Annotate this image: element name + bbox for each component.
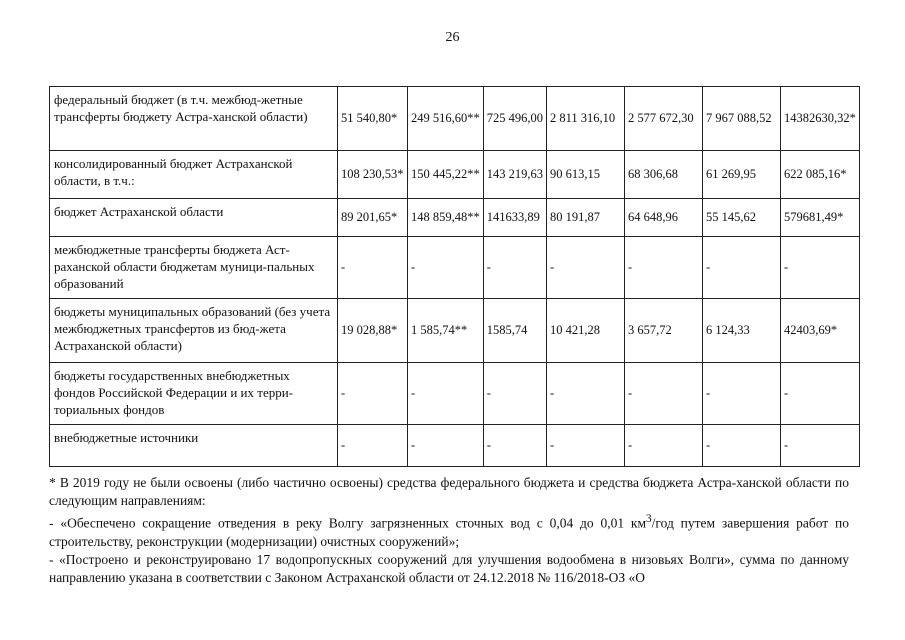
table-cell: 108 230,53* [338, 151, 408, 199]
footnote-paragraph: * В 2019 году не были освоены (либо частично освоены) средства федерального бюджета и средства бюджета Астра-ханской области по следующим направлениям: [49, 475, 849, 508]
table-row [50, 425, 860, 467]
table-row [50, 87, 860, 151]
table-cell: 89 201,65* [338, 199, 408, 237]
table-cell: - [338, 425, 408, 467]
table-cell: - [483, 425, 546, 467]
table-cell: 14382630,32* [781, 87, 860, 151]
table-row [50, 237, 860, 299]
table-cell: - [483, 237, 546, 299]
table-cell: - [625, 363, 703, 425]
table-cell: 80 191,87 [547, 199, 625, 237]
table-cell: - [703, 363, 781, 425]
table-cell: 1 585,74** [408, 299, 484, 363]
table-cell: - [781, 237, 860, 299]
table-cell: - [625, 425, 703, 467]
table-row [50, 299, 860, 363]
table-cell: - [625, 237, 703, 299]
table-cell: 1585,74 [483, 299, 546, 363]
table-cell: - [781, 363, 860, 425]
table-cell: - [547, 237, 625, 299]
footnote-text: /год путем завершения работ по строительству, реконструкции (модернизации) очистных сооружений»; [49, 515, 849, 549]
table-cell: 42403,69* [781, 299, 860, 363]
table-cell: 2 577 672,30 [625, 87, 703, 151]
table-row [50, 151, 860, 199]
row-label: межбюджетные трансферты бюджета Аст-раханской области бюджетам муници-пальных образований [50, 237, 338, 299]
page-number: 26 [445, 30, 460, 45]
table-cell: - [547, 363, 625, 425]
table-cell: 2 811 316,10 [547, 87, 625, 151]
table-cell: 61 269,95 [703, 151, 781, 199]
table-row [50, 363, 860, 425]
table-row [50, 199, 860, 237]
table-cell: 19 028,88* [338, 299, 408, 363]
footnote-text: - «Обеспечено сокращение отведения в реку Волгу загрязненных сточных вод с 0,04 до 0,01 км [49, 515, 647, 531]
row-label: внебюджетные источники [50, 425, 338, 467]
row-label: бюджеты муниципальных образований (без учета межбюджетных трансфертов из бюд-жета Астраханской области) [50, 299, 338, 363]
table-cell: 90 613,15 [547, 151, 625, 199]
table-cell: 7 967 088,52 [703, 87, 781, 151]
superscript: 3 [646, 513, 652, 525]
table-cell: 141633,89 [483, 199, 546, 237]
table-cell: 51 540,80* [338, 87, 408, 151]
footnote-paragraph: - «Построено и реконструировано 17 водопропускных сооружений для улучшения водообмена в низовьях Волги», сумма по данному направлению указана в соответствии с Законом Астраханской области от 24.12.2018 № 116/2018-ОЗ «О [49, 551, 849, 585]
table-cell: - [703, 237, 781, 299]
budget-table [49, 86, 860, 467]
table-cell: 143 219,63 [483, 151, 546, 199]
table-cell: 579681,49* [781, 199, 860, 237]
table-cell: 249 516,60** [408, 87, 484, 151]
table-cell: 148 859,48** [408, 199, 484, 237]
footnote [49, 474, 849, 587]
table-cell: 10 421,28 [547, 299, 625, 363]
table-cell: 150 445,22** [408, 151, 484, 199]
table-cell: 622 085,16* [781, 151, 860, 199]
row-label: федеральный бюджет (в т.ч. межбюд-жетные трансферты бюджету Астра-ханской области) [50, 87, 338, 151]
table-cell: 64 648,96 [625, 199, 703, 237]
table-cell: 725 496,00 [483, 87, 546, 151]
table-cell: 3 657,72 [625, 299, 703, 363]
table-cell: - [781, 425, 860, 467]
table-cell: 55 145,62 [703, 199, 781, 237]
table-cell: - [547, 425, 625, 467]
row-label: бюджеты государственных внебюджетных фондов Российской Федерации и их терри-ториальных фондов [50, 363, 338, 425]
table-cell: - [408, 237, 484, 299]
table-cell: - [338, 363, 408, 425]
table-cell: - [338, 237, 408, 299]
table-cell: 6 124,33 [703, 299, 781, 363]
row-label: бюджет Астраханской области [50, 199, 338, 237]
table-cell: - [408, 363, 484, 425]
footnote-paragraph [49, 510, 849, 551]
table-cell: - [703, 425, 781, 467]
table-cell: - [483, 363, 546, 425]
table-cell: 68 306,68 [625, 151, 703, 199]
row-label: консолидированный бюджет Астраханской области, в т.ч.: [50, 151, 338, 199]
table-cell: - [408, 425, 484, 467]
